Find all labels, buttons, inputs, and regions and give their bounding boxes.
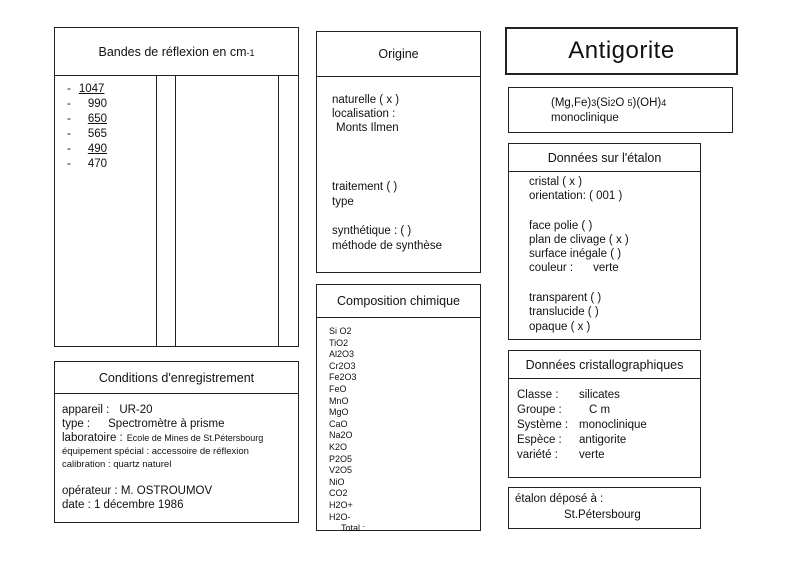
cristallo-panel bbox=[508, 350, 701, 478]
bands-header bbox=[55, 28, 298, 76]
band-value: 990 bbox=[87, 98, 108, 110]
etalon-header: Données sur l'étalon bbox=[509, 144, 700, 172]
bands-column-divider bbox=[278, 75, 279, 346]
composition-item: Si O2 bbox=[329, 326, 352, 336]
etalon-couleur: couleur : verte bbox=[529, 262, 619, 274]
etalon-face: face polie ( ) bbox=[529, 220, 593, 232]
conditions-header: Conditions d'enregistrement bbox=[55, 362, 298, 394]
cristallo-row: Espèce : antigorite bbox=[517, 434, 627, 446]
bands-panel bbox=[54, 27, 299, 347]
composition-item: Al2O3 bbox=[329, 349, 355, 360]
origine-type: type bbox=[332, 196, 354, 208]
conditions-labo: laboratoire : Ecole de Mines de St.Pétersbourg bbox=[62, 432, 264, 444]
bands-column-divider bbox=[175, 75, 176, 346]
band-value: 1047 bbox=[78, 83, 105, 95]
composition-item: MnO bbox=[329, 395, 349, 406]
page-title: Antigorite bbox=[568, 37, 675, 64]
bands-header-text: Bandes de réflexion en cm bbox=[98, 44, 247, 59]
title-box bbox=[505, 27, 738, 75]
conditions-date: date : 1 décembre 1986 bbox=[62, 499, 184, 511]
conditions-type: type : Spectromètre à prisme bbox=[62, 418, 225, 430]
formula-text: (Mg,Fe)3(Si2O 5)(OH)4 bbox=[551, 97, 667, 109]
cristallo-row: Classe : silicates bbox=[517, 389, 620, 401]
cristallo-row: variété : verte bbox=[517, 449, 605, 461]
composition-item: K2O bbox=[329, 441, 348, 452]
etalon-opaque: opaque ( x ) bbox=[529, 321, 591, 333]
band-item: - 470 bbox=[67, 158, 108, 170]
composition-item: NiO bbox=[329, 476, 345, 487]
cristallo-header: Données cristallographiques bbox=[509, 351, 700, 379]
band-value: 470 bbox=[87, 158, 108, 170]
composition-item: V2O5 bbox=[329, 465, 353, 476]
band-value: 565 bbox=[87, 128, 108, 140]
origine-traitement: traitement ( ) bbox=[332, 181, 398, 193]
origine-lieu: Monts Ilmen bbox=[336, 122, 399, 134]
band-item: - 650 bbox=[67, 113, 108, 125]
formula-box bbox=[508, 87, 733, 133]
band-value: 650 bbox=[87, 113, 108, 125]
composition-item: CO2 bbox=[329, 488, 348, 499]
conditions-operateur: opérateur : M. OSTROUMOV bbox=[62, 485, 213, 497]
band-item: - 565 bbox=[67, 128, 108, 140]
composition-panel bbox=[316, 284, 481, 534]
depot-value: St.Pétersbourg bbox=[564, 509, 641, 521]
bands-header-unit-exponent: -1 bbox=[246, 47, 255, 58]
cristallo-row: Système : monoclinique bbox=[517, 419, 647, 431]
composition-item: H2O- bbox=[329, 511, 351, 522]
composition-header: Composition chimique bbox=[317, 285, 480, 318]
band-value: 490 bbox=[87, 143, 108, 155]
composition-total: Total : bbox=[341, 523, 366, 534]
composition-item: MgO bbox=[329, 407, 349, 418]
origine-panel bbox=[316, 31, 481, 273]
origine-localisation: localisation : bbox=[332, 108, 396, 120]
etalon-translucide: translucide ( ) bbox=[529, 306, 599, 318]
cristallo-row: Groupe : C m bbox=[517, 404, 611, 416]
depot-panel bbox=[508, 487, 701, 529]
origine-methode: méthode de synthèse bbox=[332, 240, 442, 252]
composition-item: Na2O bbox=[329, 430, 353, 441]
band-item: - 990 bbox=[67, 98, 108, 110]
band-item: - 490 bbox=[67, 143, 108, 155]
etalon-panel bbox=[508, 143, 701, 340]
composition-item: FeO bbox=[329, 383, 347, 394]
etalon-transparent: transparent ( ) bbox=[529, 292, 602, 304]
composition-item: Cr2O3 bbox=[329, 360, 356, 371]
composition-item: Fe2O3 bbox=[329, 372, 357, 383]
composition-item: P2O5 bbox=[329, 453, 353, 464]
origine-synthetique: synthétique : ( ) bbox=[332, 225, 412, 237]
composition-item: TiO2 bbox=[329, 337, 349, 348]
etalon-cristal: cristal ( x ) bbox=[529, 176, 583, 188]
etalon-clivage: plan de clivage ( x ) bbox=[529, 234, 629, 246]
conditions-equipement: équipement spécial : accessoire de réflexion bbox=[62, 446, 249, 457]
depot-label: étalon déposé à : bbox=[515, 493, 604, 505]
etalon-surface: surface inégale ( ) bbox=[529, 248, 622, 260]
composition-list bbox=[329, 326, 365, 535]
formula-system: monoclinique bbox=[551, 112, 619, 124]
conditions-calibration: calibration : quartz naturel bbox=[62, 459, 172, 470]
conditions-panel bbox=[54, 361, 299, 523]
composition-item: CaO bbox=[329, 418, 348, 429]
composition-item: H2O+ bbox=[329, 499, 353, 510]
bands-column-divider bbox=[156, 75, 157, 346]
origine-naturelle: naturelle ( x ) bbox=[332, 94, 400, 106]
origine-header: Origine bbox=[317, 32, 480, 77]
etalon-orientation: orientation: ( 001 ) bbox=[529, 190, 623, 202]
band-item: - 1047 bbox=[67, 83, 105, 95]
conditions-appareil: appareil : UR-20 bbox=[62, 404, 153, 416]
